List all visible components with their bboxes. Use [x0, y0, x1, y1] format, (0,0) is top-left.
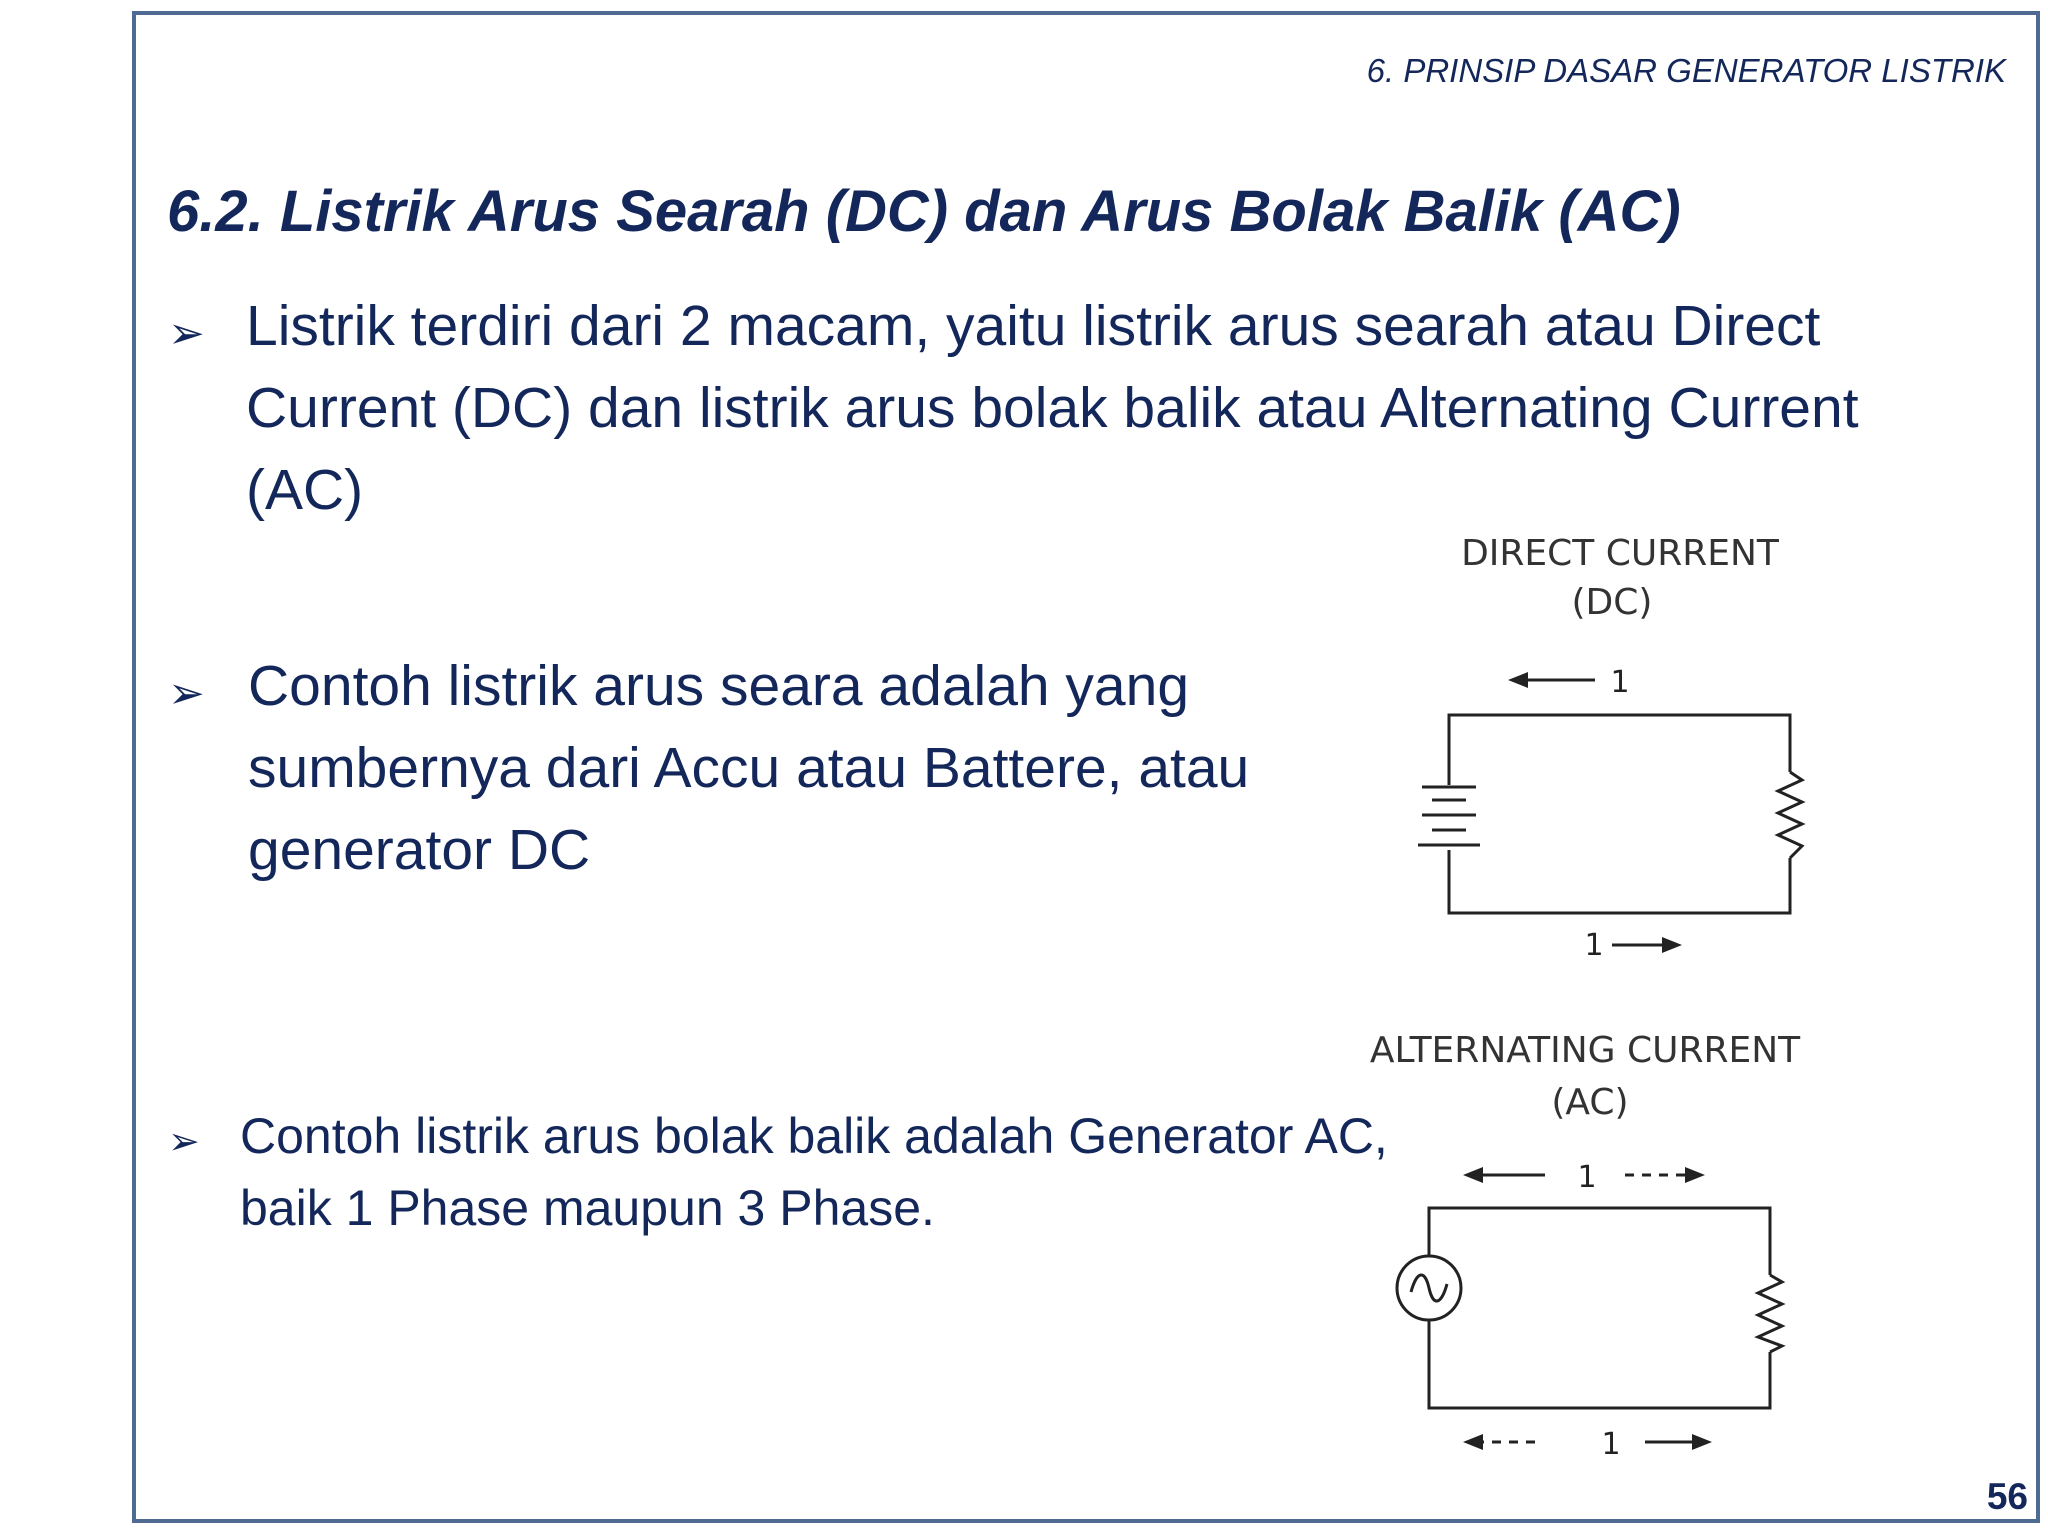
current-arrow-left-icon [1463, 1167, 1545, 1183]
ac-diagram-subtitle: (AC) [1551, 1082, 1629, 1123]
current-arrow-right-icon [1612, 937, 1682, 953]
dc-circuit-wires [1449, 715, 1790, 913]
dc-current-label-top: 1 [1610, 665, 1630, 700]
bullet-text: Contoh listrik arus bolak balik adalah Generator AC, baik 1 Phase maupun 3 Phase. [240, 1108, 1388, 1236]
ac-circuit-wires [1429, 1208, 1770, 1408]
current-arrow-left-icon [1508, 672, 1595, 688]
arrow-bullet-icon: ➢ [168, 669, 205, 718]
resistor-icon [1758, 1275, 1782, 1352]
current-arrow-dashed-right-icon [1625, 1167, 1705, 1183]
dc-circuit-diagram [1380, 535, 1840, 975]
dc-diagram-title: DIRECT CURRENT [1461, 535, 1779, 574]
battery-icon [1418, 787, 1480, 845]
bullet-text: Contoh listrik arus seara adalah yang sumbernya dari Accu atau Battere, atau generator DC [248, 654, 1250, 882]
arrow-bullet-icon: ➢ [168, 1121, 200, 1163]
current-arrow-right-icon [1645, 1434, 1712, 1450]
dc-diagram-subtitle: (DC) [1571, 582, 1653, 623]
ac-diagram-title: ALTERNATING CURRENT [1369, 1030, 1801, 1071]
bullet-item [168, 1100, 1420, 1244]
ac-source-icon [1397, 1256, 1461, 1320]
dc-current-label-bottom: 1 [1584, 928, 1604, 963]
bullet-item [168, 285, 1886, 531]
bullet-item [168, 645, 1308, 891]
ac-circuit-diagram [1315, 1030, 1875, 1470]
current-arrow-dashed-left-icon [1463, 1434, 1540, 1450]
ac-current-label-top: 1 [1577, 1160, 1597, 1195]
section-header: 6. PRINSIP DASAR GENERATOR LISTRIK [1366, 52, 2006, 89]
slide-title: 6.2. Listrik Arus Searah (DC) dan Arus Bolak Balik (AC) [167, 179, 1681, 244]
ac-current-label-bottom: 1 [1601, 1427, 1621, 1462]
page-number: 56 [1986, 1476, 2028, 1517]
arrow-bullet-icon: ➢ [168, 309, 205, 358]
bullet-text: Listrik terdiri dari 2 macam, yaitu listrik arus searah atau Direct Current (DC) dan listrik arus bolak balik atau Alternating Current (AC) [246, 294, 1859, 522]
resistor-icon [1778, 772, 1802, 858]
